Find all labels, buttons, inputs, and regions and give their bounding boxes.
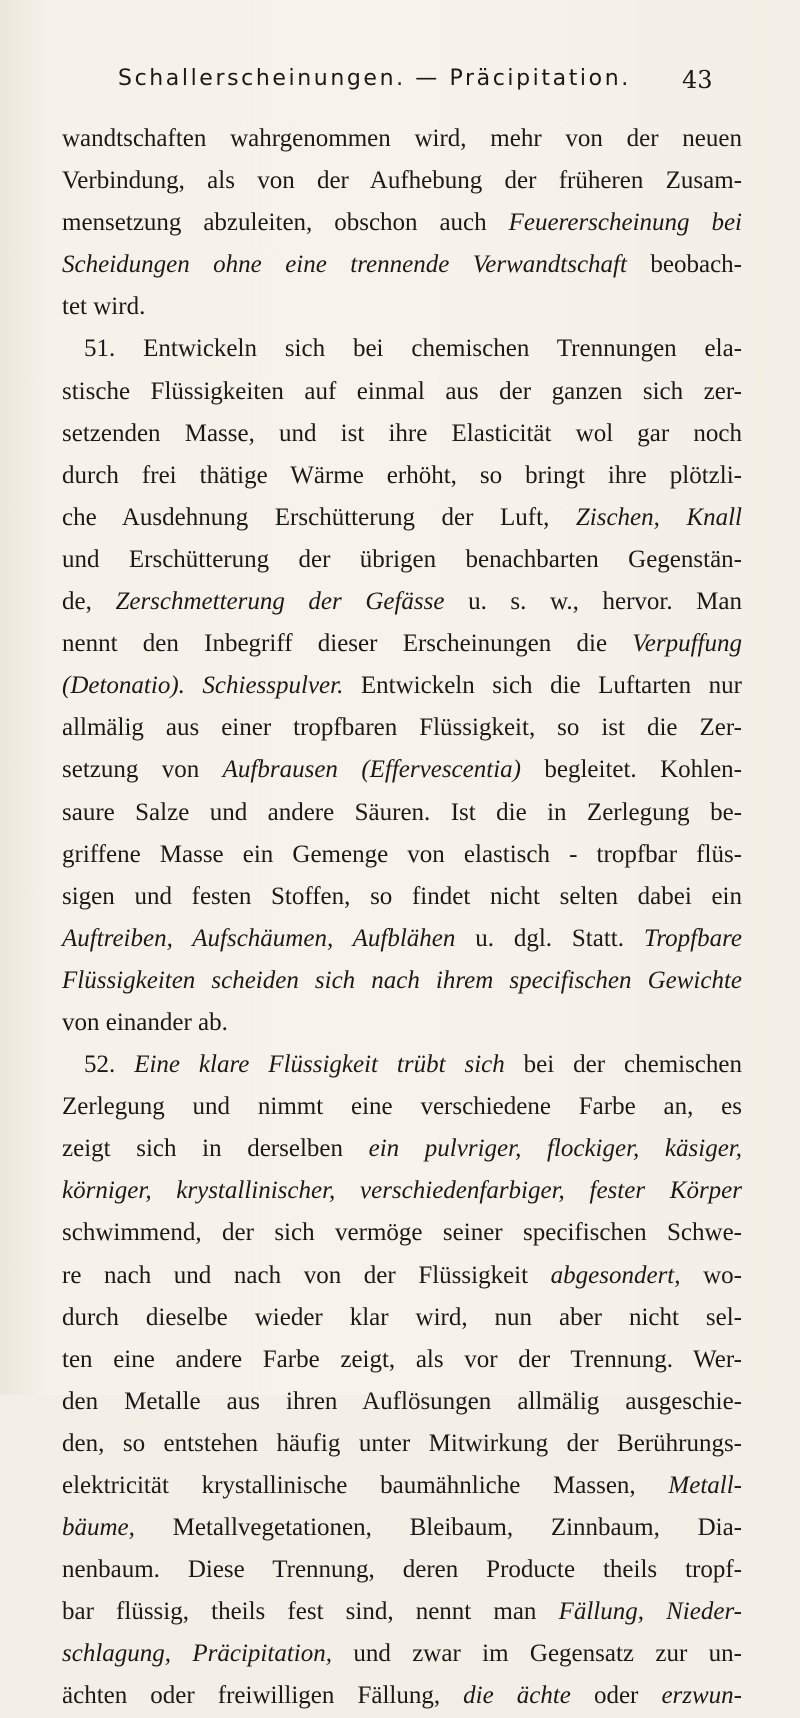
running-head: Schallerscheinungen. — Präcipitation.: [118, 66, 631, 91]
text-line: mensetzung abzuleiten, obschon auch Feuererscheinung bei: [62, 209, 742, 237]
text-line: saure Salze und andere Säuren. Ist die in Zerlegung be-: [62, 798, 742, 826]
text-line: schwimmend, der sich vermöge seiner specifischen Schwe-: [62, 1219, 742, 1247]
text-line: Auftreiben, Aufschäumen, Aufblähen u. dgl. Statt. Tropfbare: [62, 924, 742, 952]
text-line: Zerlegung und nimmt eine verschiedene Farbe an, es: [62, 1093, 742, 1121]
text-line: tet wird.: [62, 293, 146, 321]
text-line: setzung von Aufbrausen (Effervescentia) begleitet. Kohlen-: [62, 756, 742, 784]
text-line: (Detonatio). Schiesspulver. Entwickeln sich die Luftarten nur: [62, 672, 742, 700]
text-line: nenbaum. Diese Trennung, deren Producte theils tropf-: [62, 1556, 742, 1584]
text-line: re nach und nach von der Flüssigkeit abgesondert, wo-: [62, 1261, 742, 1289]
text-line: schlagung, Präcipitation, und zwar im Gegensatz zur un-: [62, 1640, 742, 1668]
text-line: Verbindung, als von der Aufhebung der früheren Zusam-: [62, 167, 742, 195]
text-line: che Ausdehnung Erschütterung der Luft, Zischen, Knall: [62, 503, 743, 531]
text-line: durch frei thätige Wärme erhöht, so bringt ihre plötzli-: [62, 461, 742, 489]
text-line: und Erschütterung der übrigen benachbarten Gegenstän-: [62, 545, 742, 573]
text-line: wandtschaften wahrgenommen wird, mehr von der neuen: [62, 125, 742, 152]
text-line: allmälig aus einer tropfbaren Flüssigkeit, so ist die Zer-: [62, 714, 742, 742]
text-line: von einander ab.: [62, 1008, 228, 1036]
text-line: Flüssigkeiten scheiden sich nach ihrem specifischen Gewichte: [62, 966, 742, 994]
text-line: körniger, krystallinischer, verschiedenfarbiger, fester Körper: [62, 1177, 742, 1205]
text-line: Scheidungen ohne eine trennende Verwandtschaft beobach-: [62, 251, 742, 279]
text-line: sigen und festen Stoffen, so findet nicht selten dabei ein: [62, 882, 742, 910]
text-line: stische Flüssigkeiten auf einmal aus der ganzen sich zer-: [62, 377, 742, 405]
text-line: bar flüssig, theils fest sind, nennt man Fällung, Nieder-: [62, 1598, 742, 1626]
text-line: setzenden Masse, und ist ihre Elasticität wol gar noch: [62, 419, 742, 447]
text-line: bäume, Metallvegetationen, Bleibaum, Zinnbaum, Dia-: [62, 1514, 742, 1542]
page-number: 43: [682, 66, 713, 94]
text-line: ächten oder freiwilligen Fällung, die ächte oder erzwun-: [62, 1682, 743, 1710]
text-line: griffene Masse ein Gemenge von elastisch - tropfbar flüs-: [62, 840, 742, 868]
body-text: [62, 118, 742, 1718]
text-line: nennt den Inbegriff dieser Erscheinungen die Verpuffung: [62, 630, 742, 658]
text-line: 51. Entwickeln sich bei chemischen Trennungen ela-: [84, 335, 742, 363]
text-line: durch dieselbe wieder klar wird, nun aber nicht sel-: [62, 1303, 742, 1331]
text-line: den, so entstehen häufig unter Mitwirkung der Berührungs-: [62, 1429, 742, 1457]
text-line: elektricität krystallinische baumähnliche Massen, Metall-: [62, 1472, 742, 1499]
text-line: zeigt sich in derselben ein pulvriger, flockiger, käsiger,: [62, 1135, 742, 1163]
text-line: ten eine andere Farbe zeigt, als vor der Trennung. Wer-: [62, 1345, 742, 1373]
text-line: den Metalle aus ihren Auflösungen allmälig ausgeschie-: [62, 1387, 742, 1415]
text-line: 52. Eine klare Flüssigkeit trübt sich bei der chemischen: [84, 1051, 743, 1079]
text-line: de, Zerschmetterung der Gefässe u. s. w., hervor. Man: [62, 588, 742, 616]
